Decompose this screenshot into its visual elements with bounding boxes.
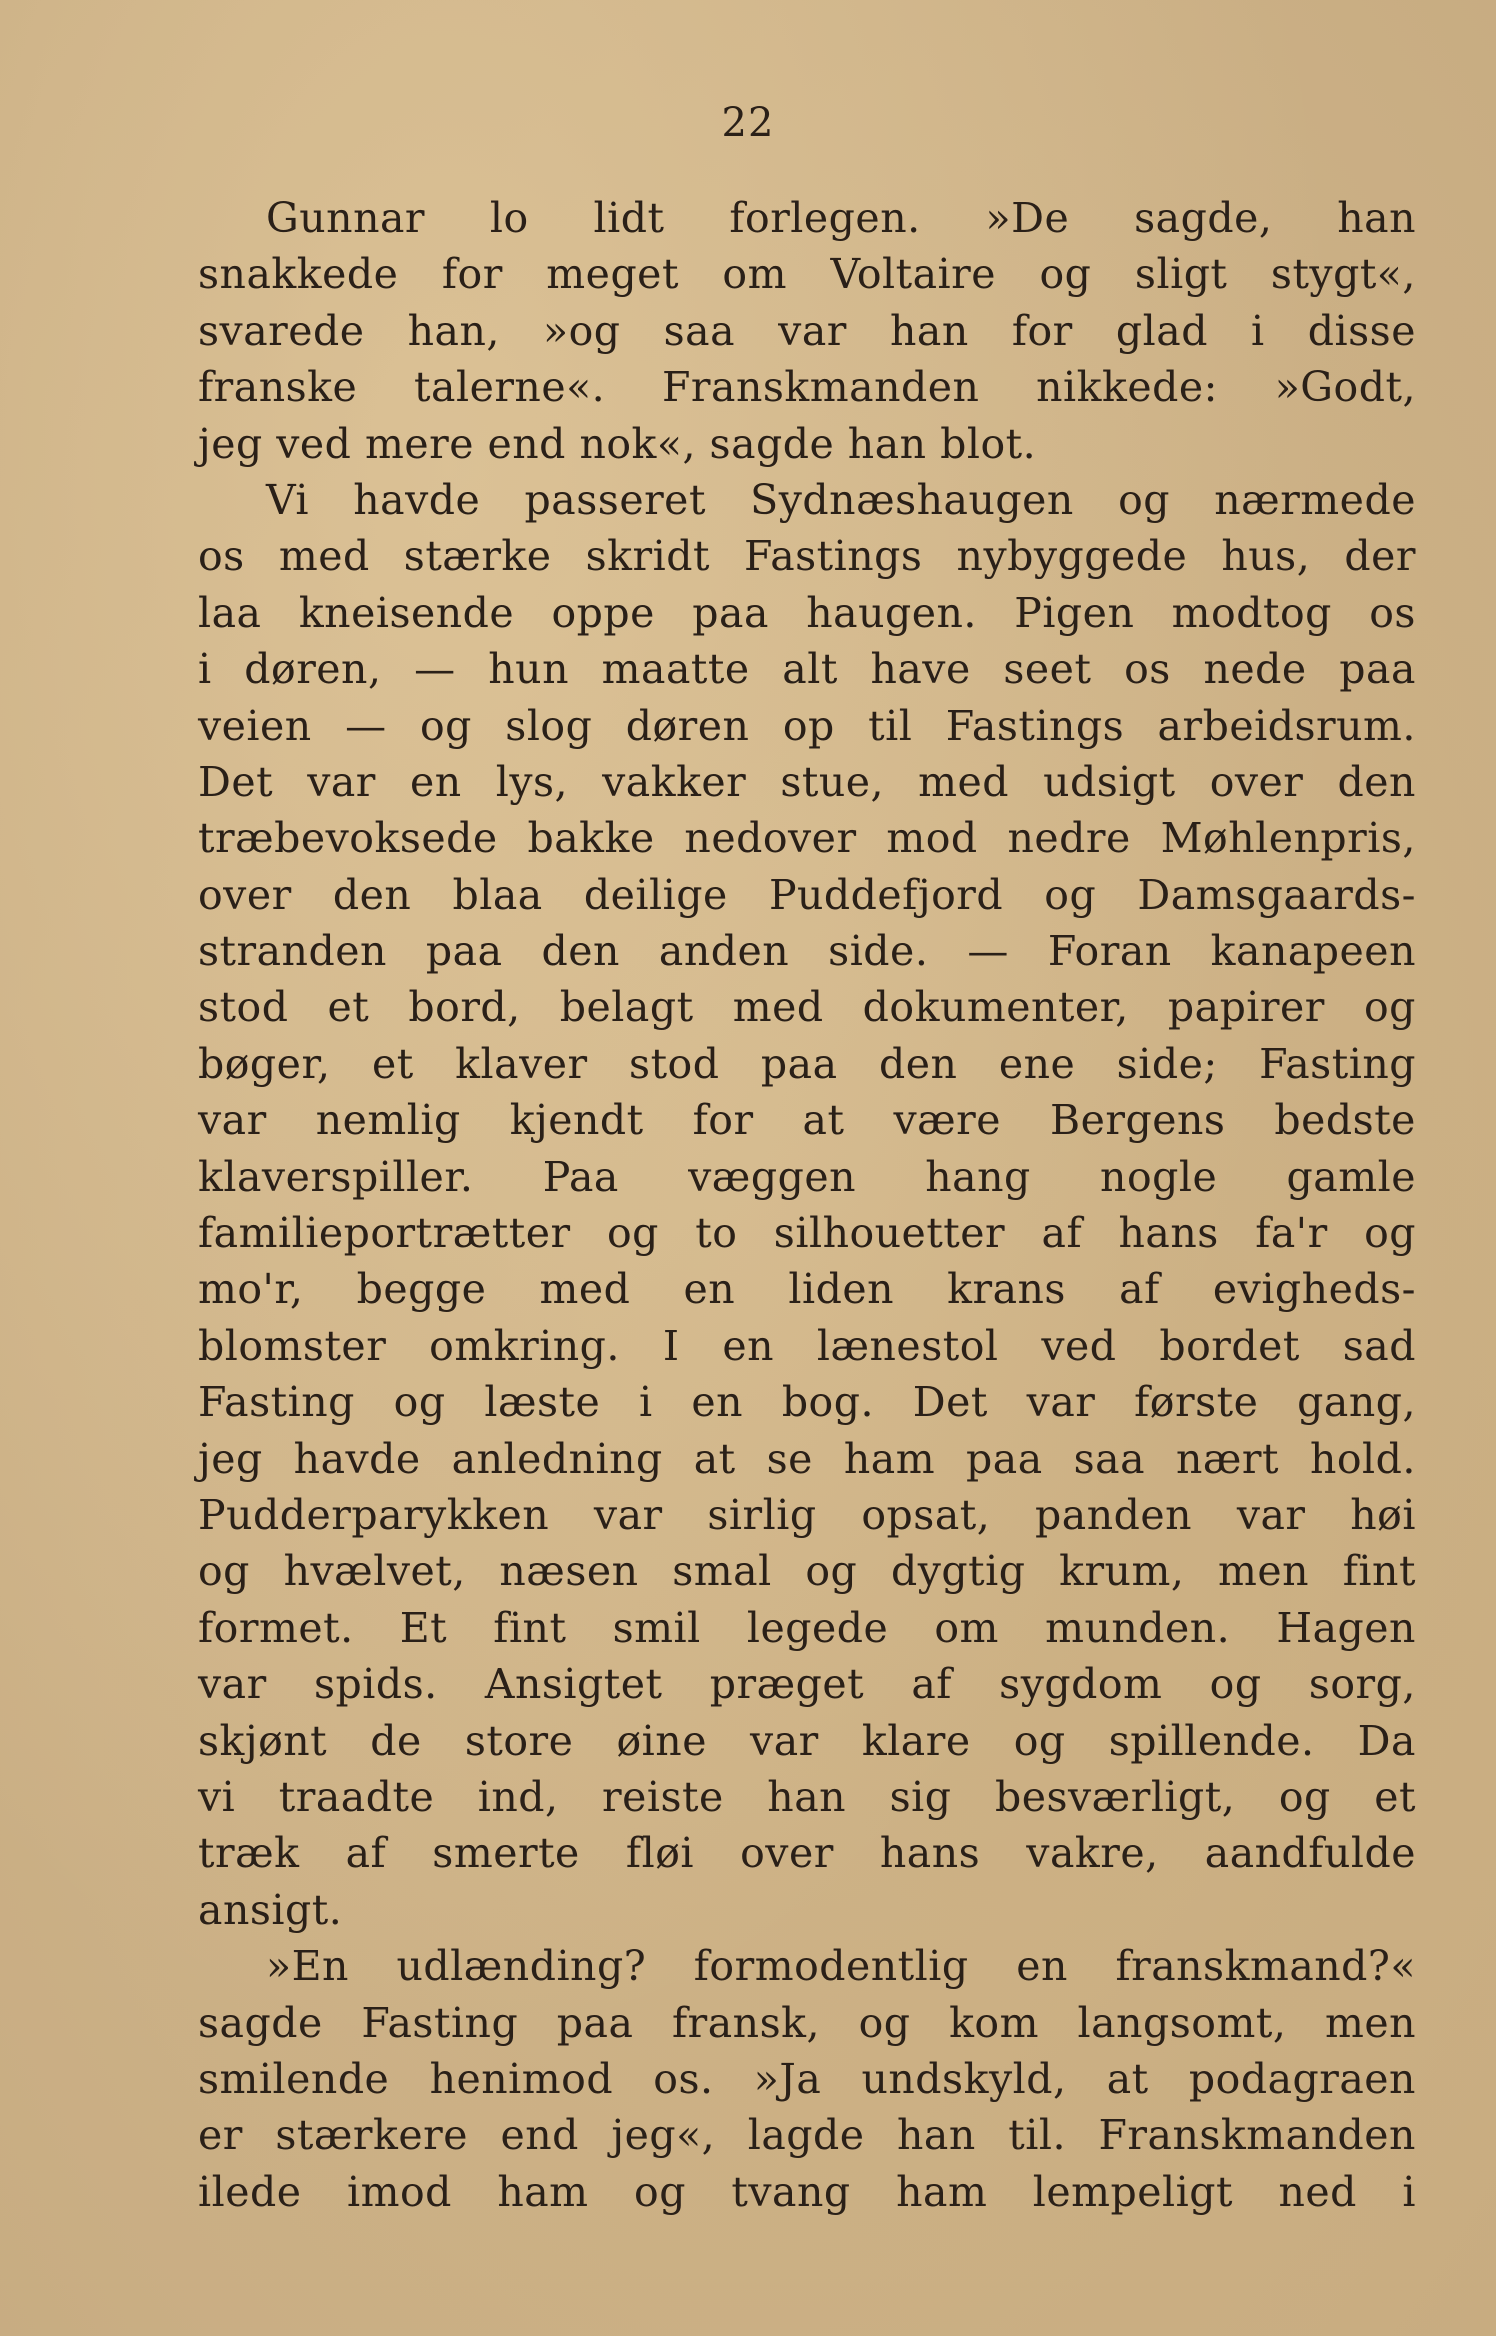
text-line: klaverspiller. Paa væggen hang nogle gamle <box>198 1152 1416 1201</box>
text-line: familieportrætter og to silhouetter af hans fa'r og <box>198 1209 1416 1258</box>
text-line: formet. Et fint smil legede om munden. Hagen <box>198 1603 1416 1652</box>
text-line: svarede han, »og saa var han for glad i disse <box>198 306 1416 355</box>
page-number: 22 <box>721 100 775 146</box>
text-line: er stærkere end jeg«, lagde han til. Franskmanden <box>198 2111 1416 2160</box>
text-line: os med stærke skridt Fastings nybyggede hus, der <box>198 532 1416 581</box>
text-line: Fasting og læste i en bog. Det var første gang, <box>198 1378 1416 1427</box>
text-line: sagde Fasting paa fransk, og kom langsomt, men <box>198 1998 1416 2047</box>
text-line: ilede imod ham og tvang ham lempeligt ned i <box>198 2167 1416 2216</box>
text-line: »En udlænding? formodentlig en franskmand?« <box>266 1942 1416 1991</box>
text-line: mo'r, begge med en liden krans af evigheds- <box>198 1265 1416 1314</box>
text-line: ansigt. <box>198 1885 343 1934</box>
text-line: var nemlig kjendt for at være Bergens bedste <box>198 1096 1416 1145</box>
text-line: vi traadte ind, reiste han sig besværligt, og et <box>198 1772 1416 1821</box>
text-line: træbevoksede bakke nedover mod nedre Møhlenpris, <box>198 814 1416 863</box>
text-line: stod et bord, belagt med dokumenter, papirer og <box>198 983 1416 1032</box>
text-line: jeg ved mere end nok«, sagde han blot. <box>198 419 1037 468</box>
text-line: Vi havde passeret Sydnæshaugen og nærmede <box>266 475 1416 524</box>
text-line: over den blaa deilige Puddefjord og Damsgaards- <box>198 870 1416 919</box>
text-line: stranden paa den anden side. — Foran kanapeen <box>198 927 1416 976</box>
text-line: Gunnar lo lidt forlegen. »De sagde, han <box>266 194 1416 242</box>
text-line: og hvælvet, næsen smal og dygtig krum, men fint <box>198 1547 1416 1596</box>
text-line: jeg havde anledning at se ham paa saa nært hold. <box>198 1434 1416 1483</box>
text-line: smilende henimod os. »Ja undskyld, at podagraen <box>198 2054 1416 2103</box>
text-line: veien — og slog døren op til Fastings arbeidsrum. <box>198 701 1416 750</box>
text-line: skjønt de store øine var klare og spillende. Da <box>198 1716 1416 1765</box>
text-line: snakkede for meget om Voltaire og sligt stygt«, <box>198 250 1416 299</box>
text-line: var spids. Ansigtet præget af sygdom og sorg, <box>198 1660 1416 1709</box>
text-line: blomster omkring. I en lænestol ved bordet sad <box>198 1321 1416 1370</box>
text-line: bøger, et klaver stod paa den ene side; Fasting <box>198 1039 1416 1088</box>
text-line: træk af smerte fløi over hans vakre, aandfulde <box>198 1829 1416 1878</box>
text-line: laa kneisende oppe paa haugen. Pigen modtog os <box>198 588 1416 637</box>
text-line: Det var en lys, vakker stue, med udsigt over den <box>198 757 1416 806</box>
text-line: Pudderparykken var sirlig opsat, panden var høi <box>198 1490 1416 1539</box>
body-text <box>198 190 1416 2220</box>
text-line: i døren, — hun maatte alt have seet os nede paa <box>198 645 1416 694</box>
text-line: franske talerne«. Franskmanden nikkede: »Godt, <box>198 363 1416 412</box>
